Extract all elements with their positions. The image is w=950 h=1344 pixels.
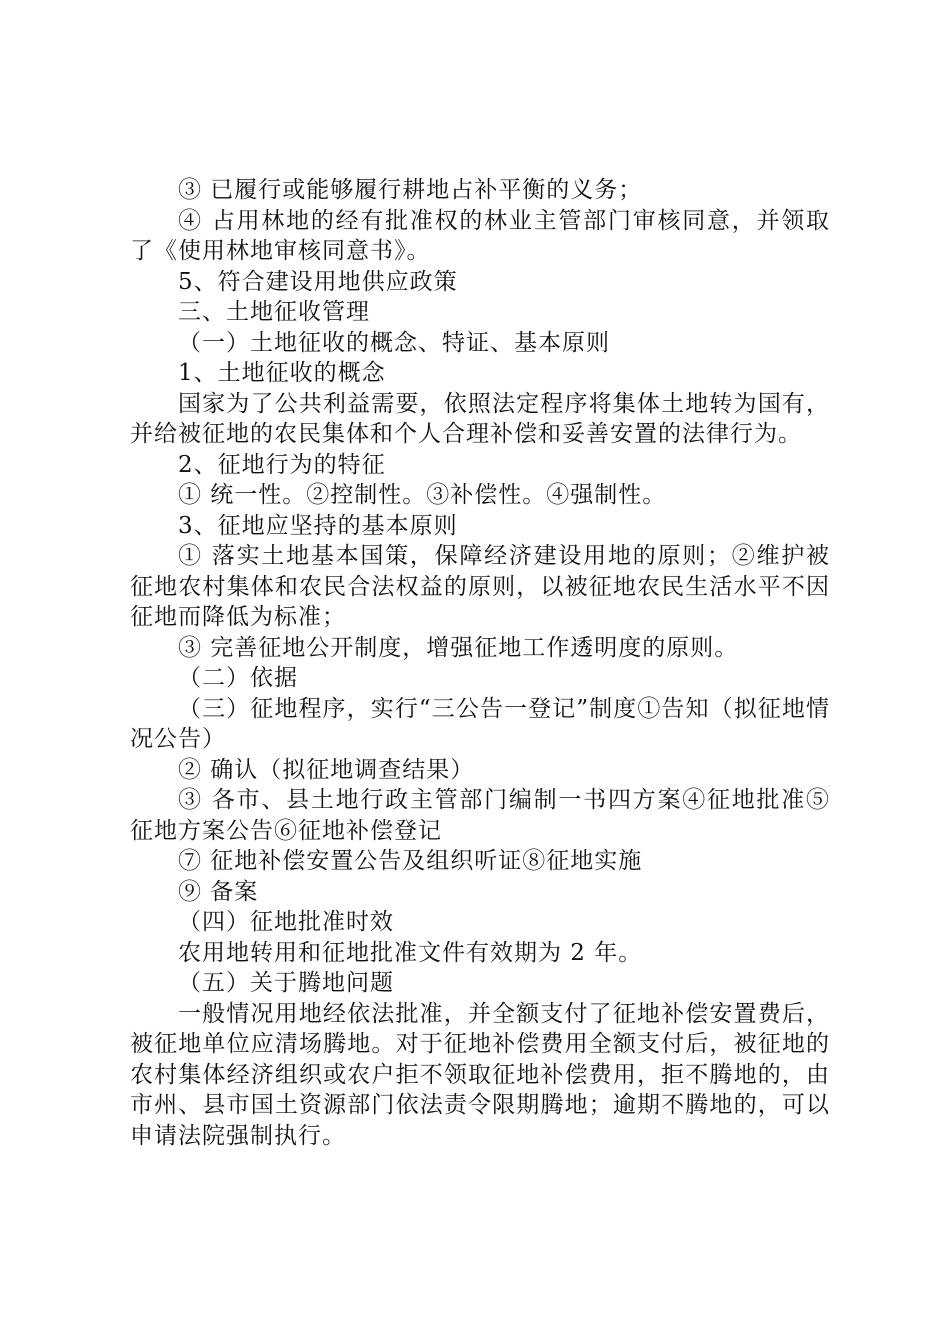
paragraph: ③ 已履行或能够履行耕地占补平衡的义务； [178,177,643,203]
paragraph: ① 落实土地基本国策，保障经济建设用地的原则；②维护被征地农村集体和农民合法权益的原则，以被征地农民生活水平不因征地而降低为标准； [130,543,830,630]
subsection-heading: （四）征地批准时效 [178,909,394,935]
paragraph: 国家为了公共利益需要，依照法定程序将集体土地转为国有，并给被征地的农民集体和个人合理补偿和妥善安置的法律行为。 [130,390,830,447]
paragraph: ④ 占用林地的经有批准权的林业主管部门审核同意，并领取了《使用林地审核同意书》。 [130,207,830,264]
subsection-heading: （二）依据 [178,665,298,691]
paragraph: ② 确认（拟征地调查结果） [178,756,475,783]
paragraph: 1、土地征收的概念 [178,360,386,386]
paragraph: 5、符合建设用地供应政策 [178,268,458,295]
paragraph: 3、征地应坚持的基本原则 [178,512,458,539]
subsection-heading: （三）征地程序，实行“三公告一登记”制度①告知（拟征地情况公告） [130,695,830,752]
paragraph: ③ 完善征地公开制度，增强征地工作透明度的原则。 [178,634,739,661]
paragraph: 一般情况用地经依法批准，并全额支付了征地补偿安置费后，被征地单位应清场腾地。对于征地补偿费用全额支付后，被征地的农村集体经济组织或农户拒不领取征地补偿费用，拒不腾地的，由市州、县市国土资源部门依法责令限期腾地；逾期不腾地的，可以申请法院强制执行。 [130,1000,830,1149]
paragraph: ① 统一性。②控制性。③补偿性。④强制性。 [178,482,667,508]
paragraph: 2、征地行为的特征 [178,451,386,478]
paragraph: ⑨ 备案 [178,878,259,905]
paragraph: 农用地转用和征地批准文件有效期为 2 年。 [178,939,643,966]
subsection-heading: （五）关于腾地问题 [178,970,394,996]
paragraph: ③ 各市、县土地行政主管部门编制一书四方案④征地批准⑤征地方案公告⑥征地补偿登记 [130,787,830,844]
document-body [130,175,830,1151]
paragraph: ⑦ 征地补偿安置公告及组织听证⑧征地实施 [178,848,643,874]
subsection-heading: （一）土地征收的概念、特证、基本原则 [178,329,610,356]
section-heading: 三、土地征收管理 [178,299,370,325]
